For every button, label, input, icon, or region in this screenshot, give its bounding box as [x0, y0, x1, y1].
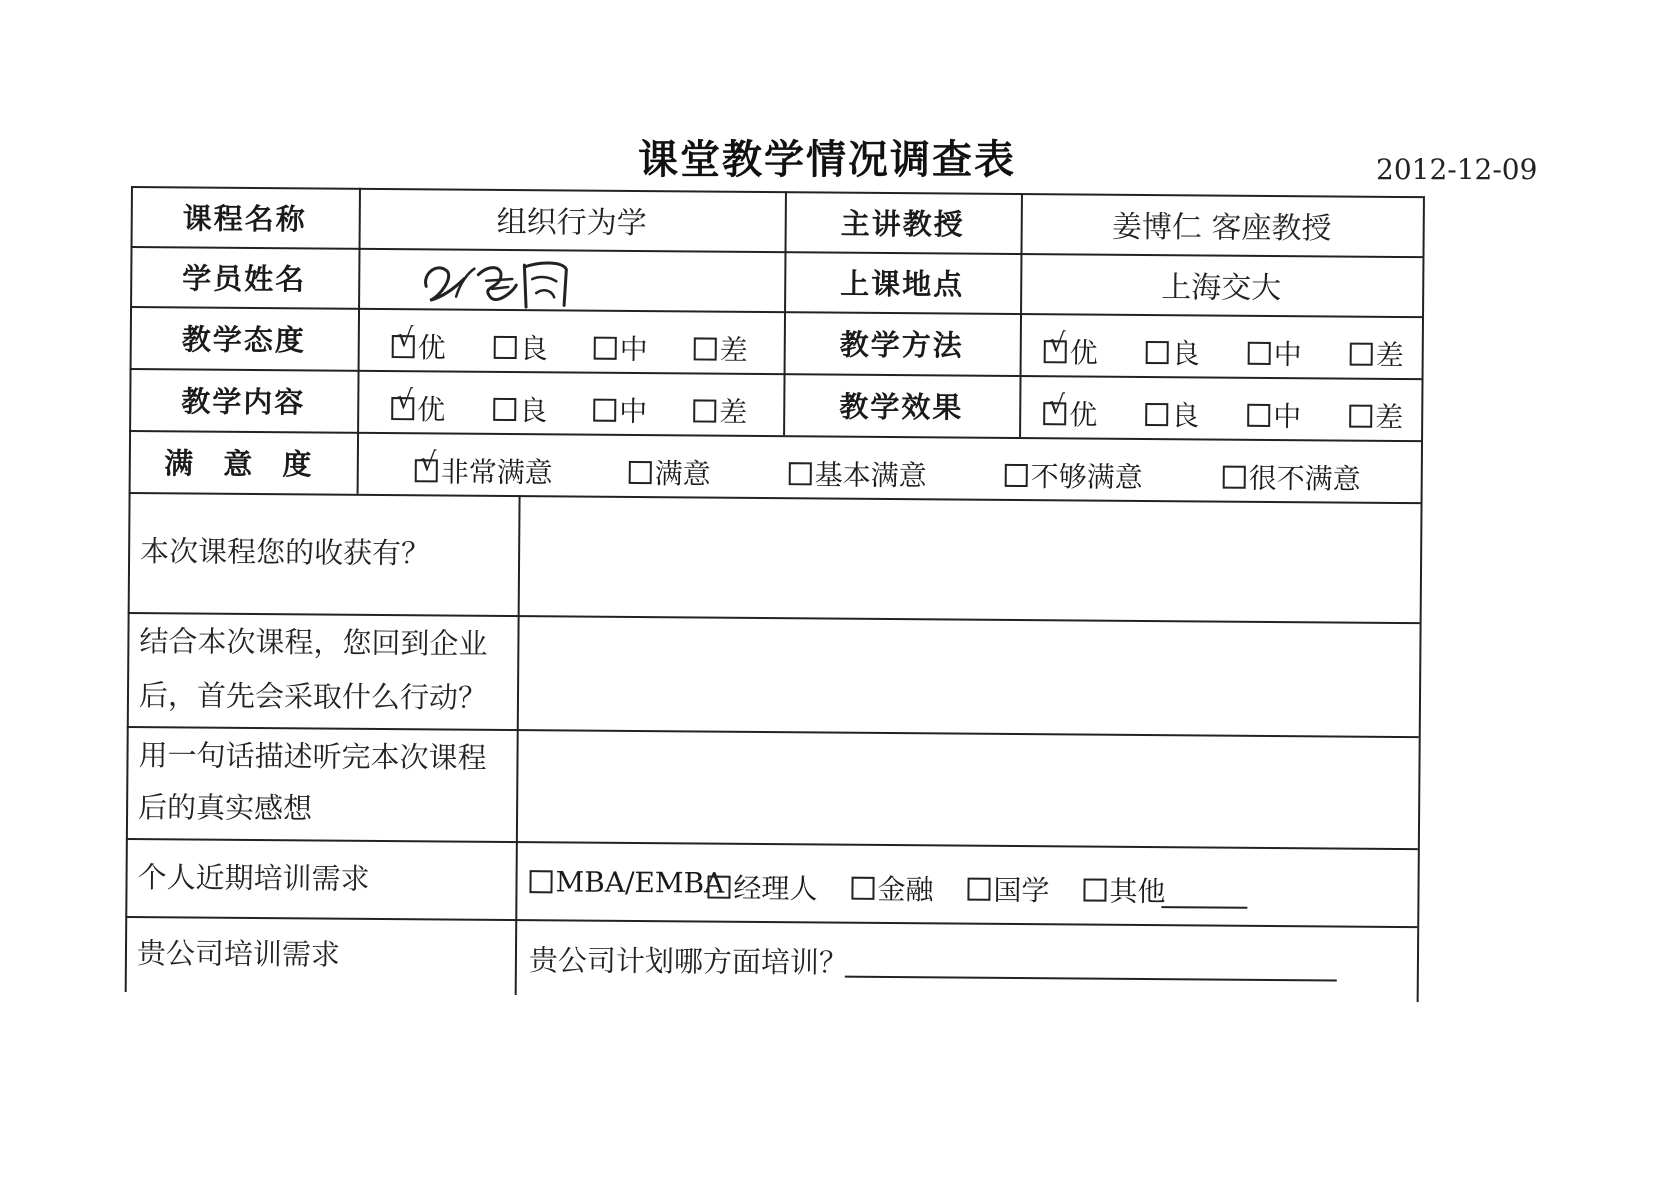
- checkbox[interactable]: [789, 462, 812, 485]
- row-divider: [125, 916, 1417, 928]
- satisfaction-option[interactable]: 不够满意: [1005, 455, 1143, 496]
- question-gains: 本次课程您的收获有？: [139, 534, 431, 571]
- location-value: 上海交大: [1161, 270, 1282, 307]
- attitude-option[interactable]: √ 优: [392, 326, 446, 366]
- checkbox[interactable]: [594, 336, 617, 359]
- check-mark-icon: √: [396, 384, 414, 415]
- personal-needs-label: 个人近期培训需求: [137, 860, 370, 896]
- satisfaction-option[interactable]: 基本满意: [789, 453, 927, 494]
- answer-area-action[interactable]: [519, 617, 1418, 734]
- method-option[interactable]: 良: [1146, 332, 1200, 372]
- checkbox[interactable]: [1247, 403, 1270, 426]
- company-needs-label: 贵公司培训需求: [136, 936, 341, 972]
- company-needs-prompt: 贵公司计划哪方面培训？: [528, 943, 849, 980]
- method-option[interactable]: 差: [1350, 334, 1404, 374]
- satisfaction-option[interactable]: 满意: [629, 452, 711, 493]
- question-action-line1: 结合本次课程，您回到企业: [139, 624, 488, 661]
- checkbox[interactable]: [693, 399, 716, 422]
- checkbox[interactable]: [529, 870, 552, 893]
- checkbox[interactable]: [1083, 878, 1106, 901]
- checkbox[interactable]: [493, 397, 516, 420]
- checkbox-checked[interactable]: [1044, 327, 1067, 363]
- check-mark-icon: √: [1048, 327, 1066, 358]
- checkbox-checked[interactable]: [415, 446, 438, 482]
- content-option[interactable]: √ 优: [391, 388, 445, 428]
- checkbox[interactable]: [707, 875, 730, 898]
- checkbox[interactable]: [593, 398, 616, 421]
- question-action-line2: 后，首先会采取什么行动？: [138, 678, 488, 715]
- check-mark-icon: √: [419, 446, 437, 477]
- checkbox[interactable]: [629, 460, 652, 483]
- effect-label: 教学效果: [839, 389, 964, 425]
- other-blank-line[interactable]: [1161, 906, 1247, 909]
- checkbox-checked[interactable]: [392, 322, 415, 358]
- personal-needs-option[interactable]: 经理人: [707, 867, 817, 908]
- satisfaction-label: 满 意 度: [164, 445, 322, 482]
- student-name-label: 学员姓名: [182, 260, 307, 296]
- answer-area-gains[interactable]: [520, 497, 1419, 620]
- checkbox[interactable]: [1145, 402, 1168, 425]
- course-name-label: 课程名称: [182, 200, 307, 236]
- method-option[interactable]: √ 优: [1044, 331, 1098, 371]
- checkbox[interactable]: [694, 337, 717, 360]
- personal-needs-option[interactable]: 国学: [967, 869, 1049, 910]
- effect-option[interactable]: √ 优: [1043, 393, 1097, 433]
- effect-option[interactable]: 中: [1247, 395, 1301, 435]
- checkbox[interactable]: [967, 877, 990, 900]
- content-label: 教学内容: [181, 383, 306, 419]
- checkbox[interactable]: [1223, 465, 1246, 488]
- attitude-option[interactable]: 良: [494, 327, 548, 367]
- student-signature: [420, 256, 580, 315]
- effect-option[interactable]: 差: [1349, 396, 1403, 436]
- content-option[interactable]: 中: [593, 390, 647, 430]
- lecturer-value: 姜博仁 客座教授: [1111, 209, 1332, 247]
- checkbox[interactable]: [1005, 463, 1028, 486]
- personal-needs-option[interactable]: MBA/EMBA: [529, 865, 724, 900]
- attitude-option[interactable]: 中: [594, 328, 648, 368]
- checkbox[interactable]: [851, 876, 874, 899]
- checkbox-checked[interactable]: [1043, 389, 1066, 425]
- answer-area-feeling[interactable]: [518, 731, 1417, 846]
- attitude-option[interactable]: 差: [694, 328, 748, 368]
- personal-needs-option[interactable]: 金融: [851, 868, 933, 909]
- satisfaction-option[interactable]: √ 非常满意: [415, 450, 553, 491]
- question-feeling-line2: 后的真实感想: [137, 790, 313, 826]
- form-date: 2012-12-09: [1376, 153, 1538, 186]
- satisfaction-option[interactable]: 很不满意: [1223, 457, 1361, 498]
- check-mark-icon: √: [1048, 389, 1066, 420]
- personal-needs-option[interactable]: 其他: [1083, 870, 1165, 911]
- question-feeling-line1: 用一句话描述听完本次课程: [138, 738, 487, 775]
- lecturer-label: 主讲教授: [840, 206, 965, 242]
- checkbox[interactable]: [1349, 404, 1372, 427]
- checkbox[interactable]: [494, 335, 517, 358]
- checkbox[interactable]: [1350, 342, 1373, 365]
- company-needs-blank-line[interactable]: [845, 976, 1337, 982]
- location-label: 上课地点: [840, 266, 965, 302]
- checkbox[interactable]: [1146, 340, 1169, 363]
- check-mark-icon: √: [396, 322, 414, 353]
- course-name-value: 组织行为学: [496, 204, 647, 242]
- checkbox-checked[interactable]: [391, 384, 414, 420]
- form-title: 课堂教学情况调查表: [638, 137, 1016, 183]
- content-option[interactable]: 良: [493, 389, 547, 429]
- content-option[interactable]: 差: [693, 390, 747, 430]
- method-label: 教学方法: [839, 327, 964, 363]
- method-option[interactable]: 中: [1248, 333, 1302, 373]
- checkbox[interactable]: [1248, 341, 1271, 364]
- effect-option[interactable]: 良: [1145, 394, 1199, 434]
- attitude-label: 教学态度: [181, 321, 306, 357]
- survey-table: [124, 186, 1521, 1057]
